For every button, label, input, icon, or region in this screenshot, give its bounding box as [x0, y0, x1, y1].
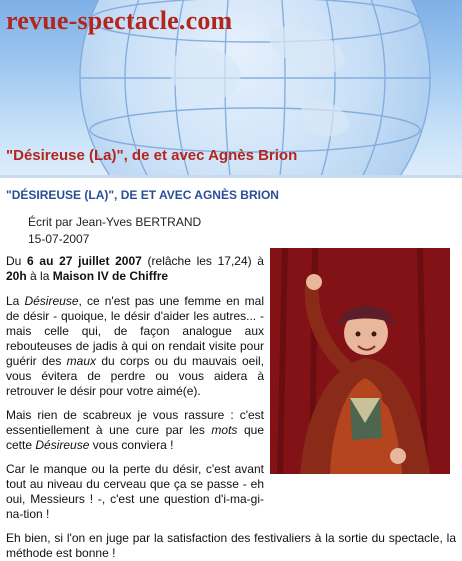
text: Mais rien de scabreux je vous rassure : c'est essentiellement à une cure par les [6, 408, 264, 437]
site-title[interactable]: revue-spectacle.com [6, 6, 233, 35]
lead-dates: 6 au 27 juillet 2007 [27, 254, 142, 268]
paragraph-4: Eh bien, si l'on en juge par la satisfaction des festivaliers à la sortie du spectacle, la méthode est bonne ! [6, 531, 456, 560]
text: , ce n'est pas une femme en mal de désir - quoique, le désir d'aider les autres... - mais celle qui, de façon analogue aux rebouteuses de jadis à qui on rendait visite pour guérir des [6, 294, 264, 368]
emphasis: mots [211, 423, 238, 437]
text: La [6, 294, 25, 308]
author-line: Écrit par Jean-Yves BERTRAND [28, 215, 202, 229]
article-meta [28, 214, 456, 248]
text: que cette [6, 423, 264, 452]
text: du corps ou du mauvais oeil, vous évitera de perdre ou vous aidera à retrouver le désir pour votre aimé(e). [6, 354, 264, 398]
date-line: 15-07-2007 [28, 232, 90, 246]
article [0, 182, 462, 561]
performer-photo [270, 248, 450, 474]
emphasis: maux [66, 354, 97, 368]
lead-time: 20h [6, 269, 27, 283]
site-banner [0, 0, 462, 175]
lead-text: Du [6, 254, 28, 268]
banner-heading: "Désireuse (La)", de et avec Agnès Brion [6, 147, 298, 164]
paragraph-1 [6, 294, 264, 399]
lead-venue: Maison IV de Chiffre [52, 269, 169, 283]
lead-paragraph [6, 254, 264, 284]
emphasis: Désireuse [24, 294, 79, 308]
lead-text: à la [26, 269, 53, 283]
divider [0, 175, 462, 178]
paragraph-3: Car le manque ou la perte du désir, c'est avant tout au niveau du cerveau que ça se passe - eh oui, Messieurs ! -, c'est une question d'i-ma-gi-na-tion ! [6, 462, 264, 521]
emphasis: Désireuse [35, 438, 90, 452]
text: vous conviera ! [89, 438, 174, 452]
lead-text: (relâche les 17,24) à [141, 254, 264, 268]
paragraph-2 [6, 408, 264, 453]
article-title[interactable]: "DÉSIREUSE (LA)", DE ET AVEC AGNÈS BRION [6, 188, 279, 202]
